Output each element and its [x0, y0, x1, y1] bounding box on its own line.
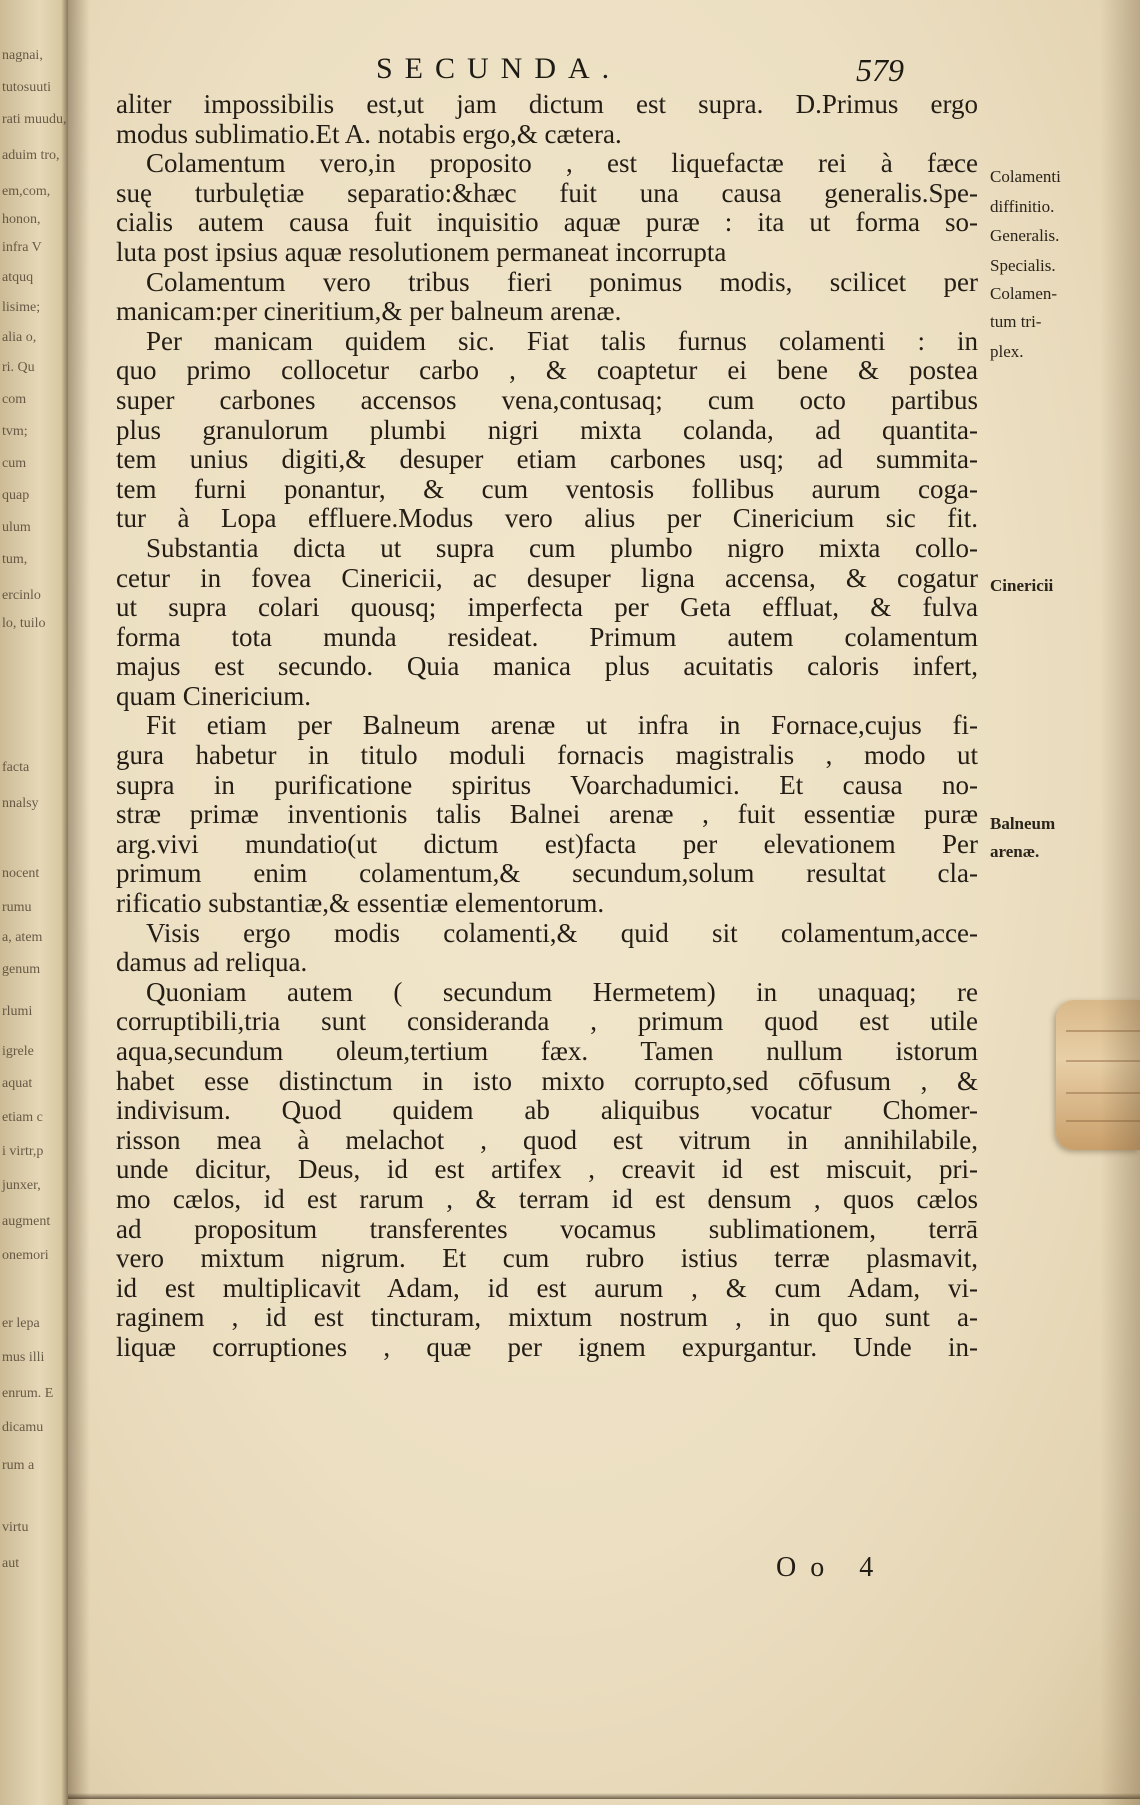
- text-line: aqua,secundum oleum,tertium fæx. Tamen nullum istorum: [116, 1036, 978, 1066]
- text-line: tem unius digiti,& desuper etiam carbones usq; ad summita-: [116, 444, 978, 475]
- text-line: plus granulorum plumbi nigri mixta colanda, ad quantita-: [116, 414, 978, 445]
- text-line: luta post ipsius aquæ resolutionem permaneat incorrupta: [116, 236, 727, 267]
- text-line: indivisum. Quod quidem ab aliquibus vocatur Chomer-: [116, 1095, 978, 1126]
- text-line: damus ad reliqua.: [116, 947, 308, 978]
- facing-page-fragment: onemori: [2, 1248, 49, 1263]
- marginal-note: Generalis.: [990, 226, 1060, 245]
- text-line: id est multiplicavit Adam, id est aurum , & cum Adam, vi-: [116, 1272, 978, 1303]
- page-header: [68, 52, 1140, 92]
- text-line: rificatio substantiæ,& essentiæ elementorum.: [116, 888, 605, 919]
- text-line: quam Cinericium.: [116, 680, 311, 711]
- facing-page-fragment: lo, tuilo: [2, 616, 46, 631]
- text-line: forma tota munda resideat. Primum autem colamentum: [116, 621, 978, 652]
- text-line: raginem , id est tincturam, mixtum nostrum , in quo sunt a-: [116, 1302, 978, 1333]
- marginal-note: Specialis.: [990, 256, 1056, 275]
- facing-page-fragment: em,com,: [2, 184, 51, 199]
- text-line: stræ primæ inventionis talis Balnei arenæ , fuit essentiæ puræ: [116, 799, 978, 830]
- facing-page-fragment: ri. Qu: [2, 360, 35, 375]
- facing-page-fragment: dicamu: [2, 1420, 44, 1435]
- marginal-note: arenæ.: [990, 842, 1040, 861]
- marginal-note: Cinericii: [990, 576, 1054, 595]
- facing-page-fragment: tvm;: [2, 424, 28, 439]
- text-line: supra in purificatione spiritus Voarchadumici. Et causa no-: [116, 769, 978, 800]
- text-line: suę turbulętiæ separatio:&hæc fuit una causa generalis.Spe-: [116, 177, 978, 208]
- facing-page-fragment: ulum: [2, 520, 31, 535]
- text-line: Visis ergo modis colamenti,& quid sit colamentum,acce-: [146, 917, 978, 948]
- text-line: manicam:per cineritium,& per balneum arenæ.: [116, 296, 622, 327]
- facing-page-fragment: quap: [2, 488, 30, 503]
- facing-page-fragment: facta: [2, 760, 30, 775]
- text-line: modus sublimatio.Et A. notabis ergo,& cætera.: [116, 118, 622, 149]
- facing-page-fragment: ercinlo: [2, 588, 41, 603]
- facing-page-fragment: nnalsy: [2, 796, 39, 811]
- text-line: mo cælos, id est rarum , & terram id est densum , quos cælos: [116, 1183, 978, 1214]
- marginal-note: Colamen-: [990, 284, 1058, 303]
- signature-mark: Oo 4: [776, 1552, 888, 1583]
- text-line: cetur in fovea Cinericii, ac desuper ligna accensa, & cogatur: [116, 562, 978, 593]
- text-line: Per manicam quidem sic. Fiat talis furnus colamenti : in: [146, 325, 978, 356]
- facing-page-fragment: er lepa: [2, 1316, 40, 1331]
- facing-page-fragment: atquq: [2, 270, 34, 285]
- facing-page-fragment: etiam c: [2, 1110, 43, 1125]
- facing-page-fragment: aquat: [2, 1076, 33, 1091]
- text-line: risson mea à melachot , quod est vitrum in annihilabile,: [116, 1124, 978, 1155]
- text-line: vero mixtum nigrum. Et cum rubro istius terræ plasmavit,: [116, 1243, 978, 1274]
- text-line: liquæ corruptiones , quæ per ignem expurgantur. Unde in-: [116, 1331, 978, 1362]
- text-line: Fit etiam per Balneum arenæ ut infra in Fornace,cujus fi-: [146, 710, 978, 741]
- facing-page-fragment: a, atem: [2, 930, 43, 945]
- marginal-note: tum tri-: [990, 312, 1042, 331]
- facing-page-fragment: nocent: [2, 866, 40, 881]
- facing-page-fragment: rlumi: [2, 1004, 33, 1019]
- facing-page-fragment: aduim tro,: [2, 148, 60, 163]
- facing-page-fragment: aut: [2, 1556, 20, 1571]
- page-number: 579: [856, 52, 904, 88]
- text-line: habet esse distinctum in isto mixto corrupto,sed cōfusum , &: [116, 1065, 978, 1096]
- facing-page-fragment: nagnai,: [2, 48, 43, 63]
- text-line: arg.vivi mundatio(ut dictum est)facta per elevationem Per: [116, 828, 978, 859]
- facing-page-edge: [0, 0, 72, 1805]
- text-line: super carbones accensos vena,contusaq; cum octo partibus: [116, 384, 978, 415]
- running-head: SECUNDA.: [376, 52, 622, 85]
- facing-page-fragment: lisime;: [2, 300, 41, 315]
- book-page: [68, 0, 1140, 1805]
- facing-page-fragment: virtu: [2, 1520, 29, 1535]
- text-line: gura habetur in titulo moduli fornacis magistralis , modo ut: [116, 740, 978, 771]
- facing-page-fragment: alia o,: [2, 330, 37, 345]
- facing-page-fragment: i virtr,p: [2, 1144, 44, 1159]
- facing-page-fragment: com: [2, 392, 27, 407]
- text-line: Colamentum vero,in proposito , est liquefactæ rei à fæce: [146, 148, 978, 179]
- facing-page-fragment: augment: [2, 1214, 51, 1229]
- facing-page-fragment: tutosuuti: [2, 80, 52, 95]
- text-line: primum enim colamentum,& secundum,solum resultat cla-: [116, 858, 978, 889]
- page-bottom-edge: [68, 1793, 1140, 1799]
- text-line: Quoniam autem ( secundum Hermetem) in unaquaq; re: [146, 976, 978, 1007]
- text-line: unde dicitur, Deus, id est artifex , creavit id est miscuit, pri-: [116, 1154, 978, 1185]
- facing-page-fragment: rati muudu,: [2, 112, 67, 127]
- facing-page-fragment: rum a: [2, 1458, 35, 1473]
- text-line: quo primo collocetur carbo , & coaptetur ei bene & postea: [116, 355, 978, 386]
- facing-page-fragment: honon,: [2, 212, 41, 227]
- text-line: tem furni ponantur, & cum ventosis follibus aurum coga-: [116, 473, 978, 504]
- text-line: majus est secundo. Quia manica plus acuitatis caloris infert,: [116, 651, 978, 682]
- facing-page-fragment: tum,: [2, 552, 28, 567]
- facing-page-fragment: mus illi: [2, 1350, 45, 1365]
- text-line: tur à Lopa effluere.Modus vero alius per Cinericium sic fit.: [116, 503, 978, 534]
- facing-page-fragment: genum: [2, 962, 41, 977]
- text-line: ut supra colari quousq; imperfecta per Geta effluat, & fulva: [116, 592, 978, 623]
- facing-page-fragment: cum: [2, 456, 27, 471]
- facing-page-fragment: igrele: [2, 1044, 34, 1059]
- text-line: aliter impossibilis est,ut jam dictum est supra. D.Primus ergo: [116, 89, 978, 119]
- marginal-note: plex.: [990, 342, 1024, 361]
- text-line: Colamentum vero tribus fieri ponimus modis, scilicet per: [146, 266, 978, 297]
- text-line: corruptibili,tria sunt consideranda , primum quod est utile: [116, 1006, 978, 1037]
- facing-page-fragment: junxer,: [2, 1178, 41, 1193]
- marginal-note: Colamenti: [990, 167, 1061, 186]
- marginal-note: Balneum: [990, 814, 1056, 833]
- facing-page-fragment: infra V: [2, 240, 42, 255]
- text-line: Substantia dicta ut supra cum plumbo nigro mixta collo-: [146, 532, 978, 563]
- text-line: ad propositum transferentes vocamus sublimationem, terrā: [116, 1213, 978, 1244]
- paper-bookmark: [1056, 1000, 1140, 1150]
- marginal-note: diffinitio.: [990, 197, 1055, 216]
- main-text-block: [116, 90, 978, 1363]
- facing-page-fragment: enrum. E: [2, 1386, 54, 1401]
- facing-page-fragment: rumu: [2, 900, 32, 915]
- text-line: cialis autem causa fuit inquisitio aquæ puræ : ita ut forma so-: [116, 207, 978, 238]
